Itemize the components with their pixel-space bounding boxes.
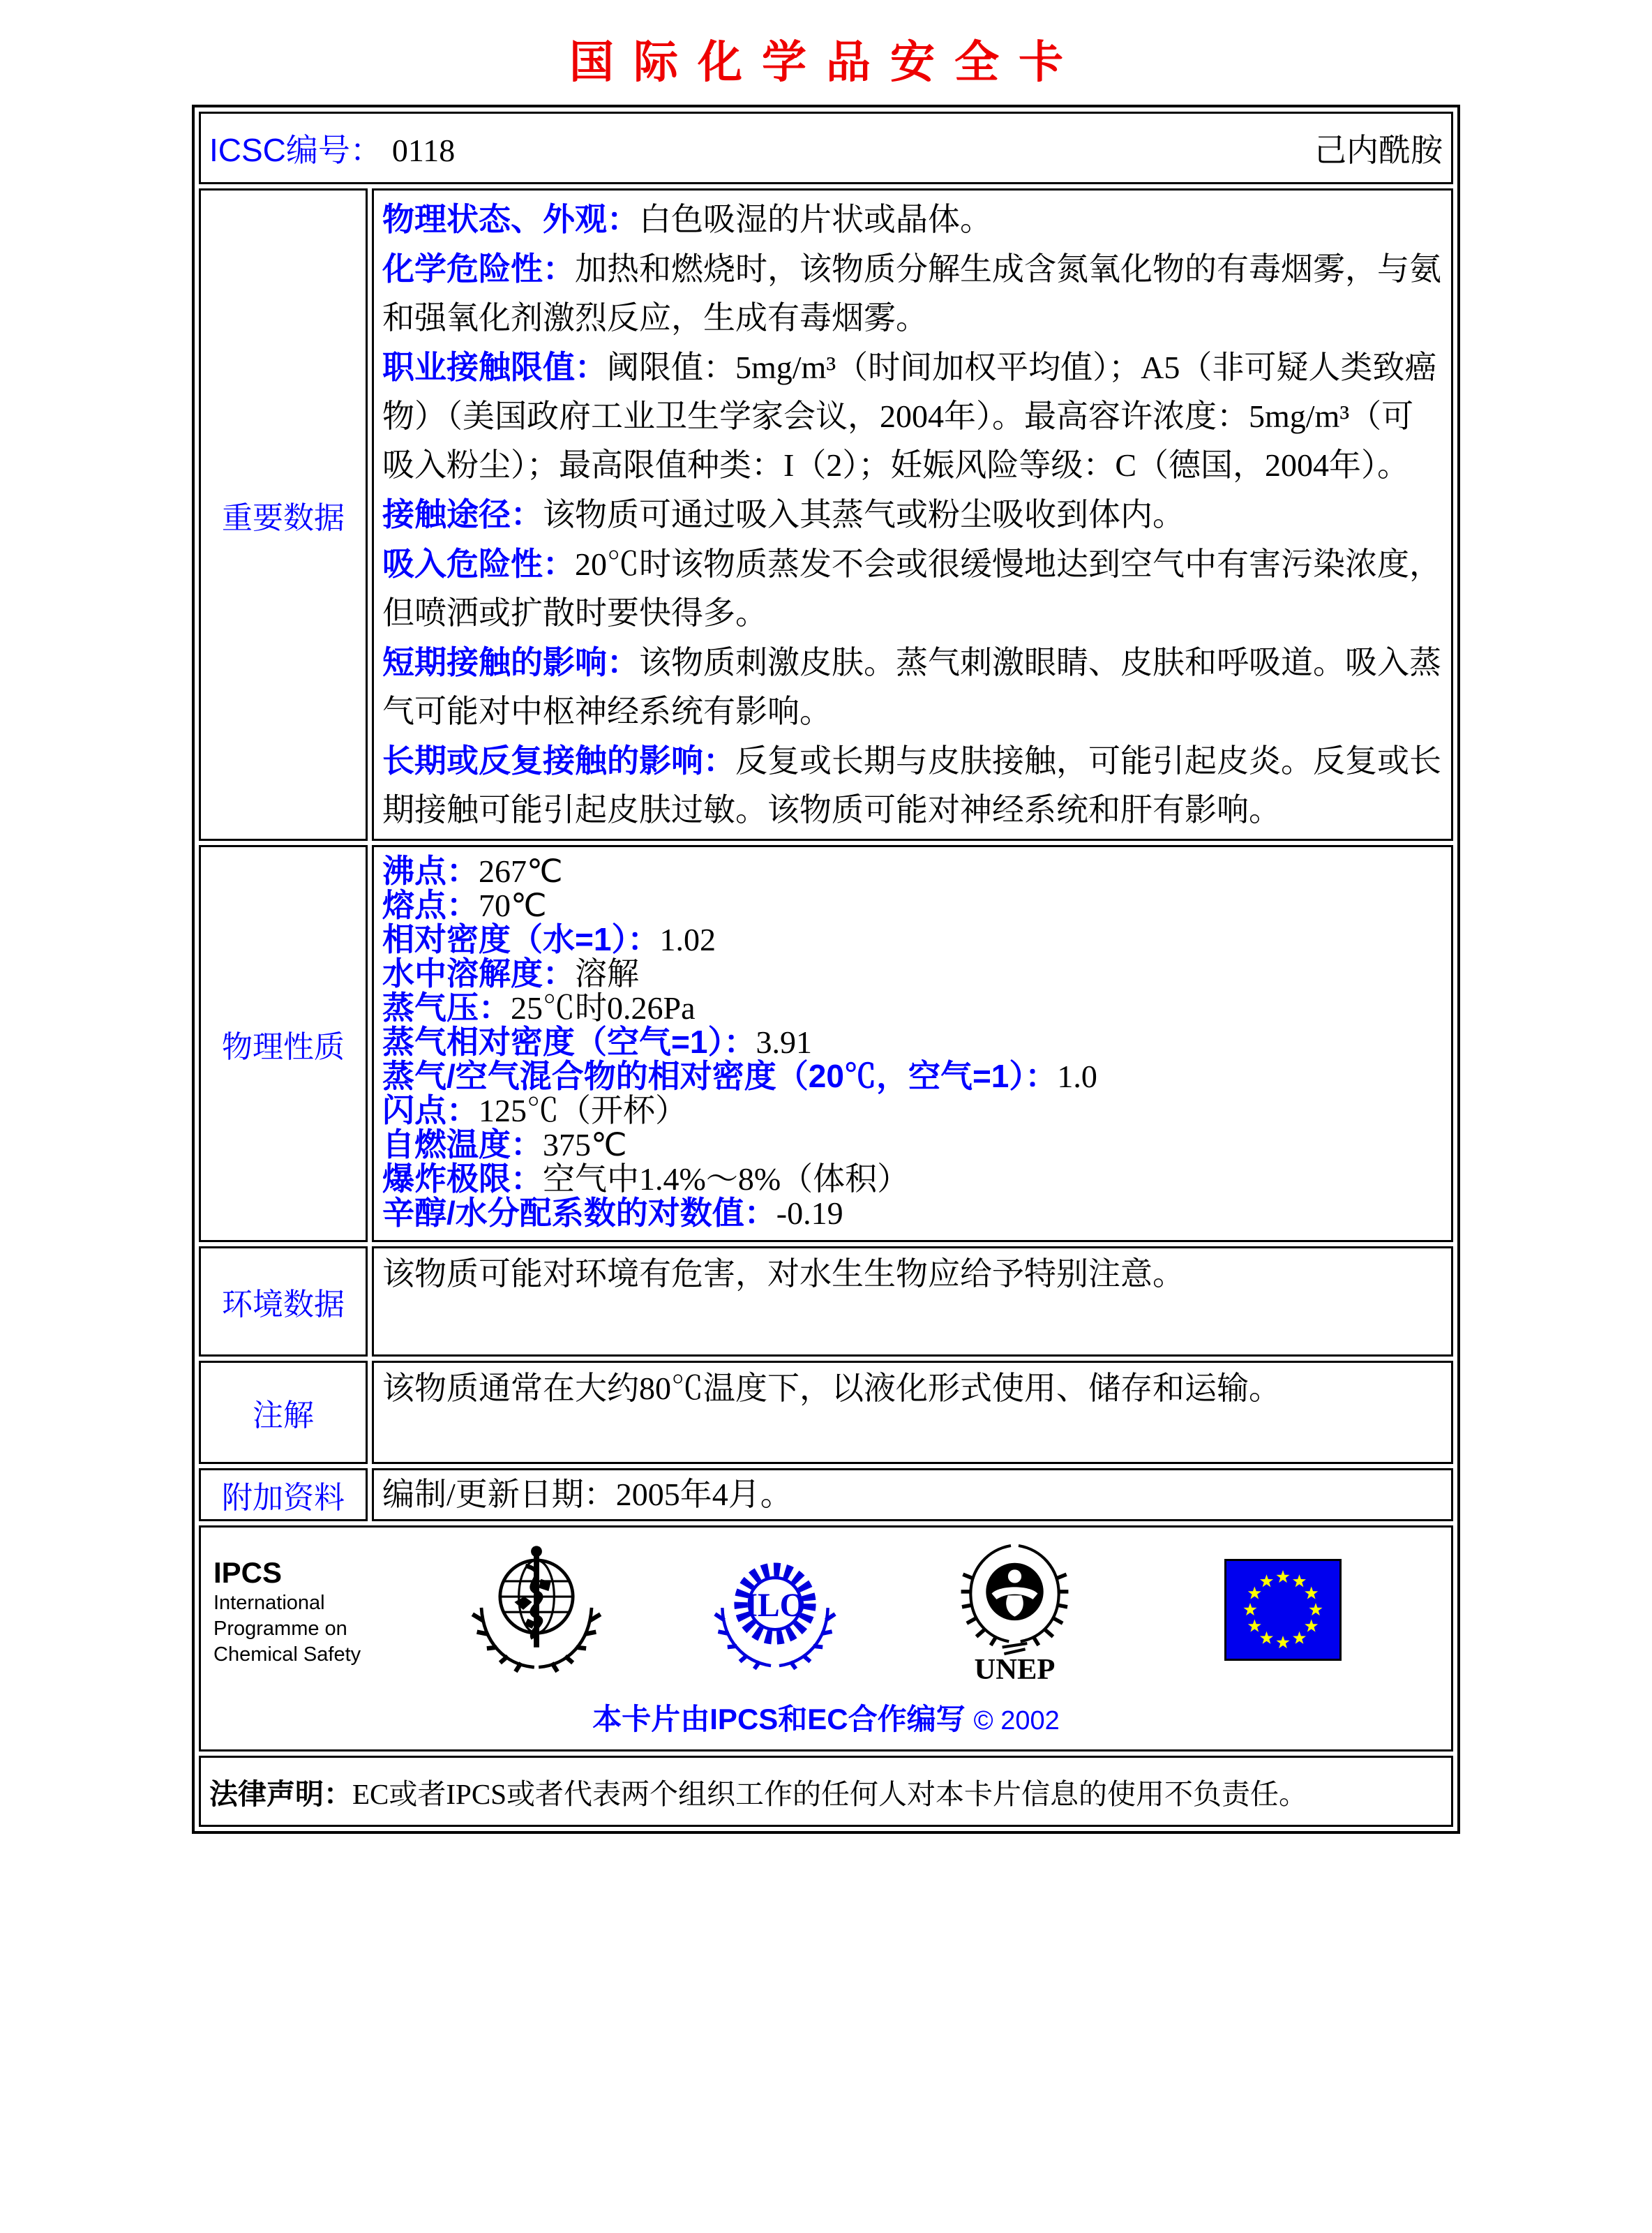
property-line (382, 1025, 1443, 1059)
property-line (382, 1196, 1443, 1230)
property-label: 蒸气压： (382, 989, 511, 1026)
line-label: 化学危险性： (382, 251, 575, 287)
property-value: -0.19 (776, 1195, 843, 1231)
ipcs-title: IPCS (213, 1555, 283, 1589)
property-line (382, 854, 1443, 888)
physical-properties-content (372, 845, 1453, 1242)
icsc-number-group (209, 125, 455, 171)
property-line (382, 888, 1443, 923)
line-label: 接触途径： (382, 496, 543, 532)
ipcs-subtitle-line: Programme on (213, 1617, 347, 1640)
property-value: 25℃时0.26Pa (511, 990, 696, 1026)
chemical-name: 己内酰胺 (1314, 133, 1443, 168)
line-label: 物理状态、外观： (382, 201, 639, 237)
legal-row (199, 1756, 1453, 1827)
property-value: 375℃ (543, 1127, 627, 1163)
unep-logo (957, 1538, 1072, 1685)
line-label: 职业接触限值： (382, 349, 607, 385)
property-label: 蒸气相对密度（空气=1）： (382, 1024, 756, 1060)
property-label: 闪点： (382, 1092, 479, 1128)
property-line (382, 1093, 1443, 1128)
property-line (382, 957, 1443, 991)
property-value: 3.91 (756, 1024, 812, 1060)
line-text: 20℃时该物质蒸发不会或很缓慢地达到空气中有害污染浓度，但喷洒或扩散时要快得多。 (382, 546, 1441, 631)
line-text: 该物质刺激皮肤。蒸气刺激眼睛、皮肤和呼吸道。吸入蒸气可能对中枢神经系统有影响。 (382, 645, 1441, 729)
logo-strip (208, 1537, 1444, 1685)
ilo-letters: ILO (744, 1587, 806, 1624)
caption-text: 本卡片由IPCS和EC合作编写 (592, 1703, 966, 1735)
data-line (382, 490, 1443, 539)
property-label: 熔点： (382, 887, 479, 923)
notes-content: 该物质通常在大约80℃温度下，以液化形式使用、储存和运输。 (372, 1361, 1453, 1464)
data-line (382, 244, 1443, 343)
section-label-physical-properties: 物理性质 (199, 845, 368, 1242)
cooperation-caption (208, 1696, 1444, 1738)
data-line (382, 539, 1443, 638)
header-row (199, 112, 1453, 184)
eu-flag (1224, 1559, 1342, 1664)
header-cell (199, 112, 1453, 184)
ilo-logo (713, 1548, 837, 1675)
physical-properties-row (199, 845, 1453, 1242)
data-line (382, 195, 1443, 244)
data-line (382, 638, 1443, 736)
property-value: 溶解 (575, 956, 639, 992)
property-line (382, 923, 1443, 957)
property-label: 沸点： (382, 853, 479, 889)
additional-info-row (199, 1468, 1453, 1521)
property-line (382, 1059, 1443, 1093)
property-value: 1.0 (1057, 1059, 1097, 1094)
property-label: 蒸气/空气混合物的相对密度（20℃，空气=1）： (382, 1058, 1058, 1094)
property-line (382, 1128, 1443, 1162)
additional-info-content: 编制/更新日期：2005年4月。 (372, 1468, 1453, 1521)
caption-year: © 2002 (973, 1706, 1060, 1735)
line-text: 加热和燃烧时，该物质分解生成含氮氧化物的有毒烟雾，与氨和强氧化剂激烈反应，生成有毒烟雾。 (382, 251, 1441, 336)
logos-row (199, 1525, 1453, 1752)
section-label-notes: 注解 (199, 1361, 368, 1464)
property-value: 70℃ (479, 888, 547, 923)
legal-notice-text: EC或者IPCS或者代表两个组织工作的任何人对本卡片信息的使用不负责任。 (352, 1777, 1307, 1810)
page-title: 国际化学品安全卡 (569, 38, 1083, 87)
line-label: 长期或反复接触的影响： (382, 742, 735, 779)
section-label-additional-info: 附加资料 (199, 1468, 368, 1521)
important-data-row (199, 188, 1453, 841)
environmental-data-row (199, 1246, 1453, 1357)
property-value: 1.02 (659, 922, 716, 957)
property-line (382, 1162, 1443, 1196)
property-label: 自燃温度： (382, 1126, 543, 1163)
ipcs-text-block (213, 1555, 381, 1668)
property-label: 水中溶解度： (382, 955, 575, 992)
logos-cell (199, 1525, 1453, 1752)
data-line (382, 343, 1443, 490)
property-value: 125℃（开杯） (479, 1093, 687, 1128)
ipcs-subtitle-line: International (213, 1591, 325, 1614)
line-text: 白色吸湿的片状或晶体。 (639, 202, 992, 237)
icsc-card-table (192, 105, 1460, 1834)
line-label: 吸入危险性： (382, 546, 575, 582)
icsc-number-label: ICSC编号： (209, 132, 382, 168)
property-label: 辛醇/水分配系数的对数值： (382, 1195, 776, 1231)
environmental-data-content: 该物质可能对环境有危害，对水生生物应给予特别注意。 (372, 1246, 1453, 1357)
property-label: 爆炸极限： (382, 1160, 543, 1197)
icsc-number-value: 0118 (391, 133, 456, 168)
data-line (382, 736, 1443, 835)
who-logo (470, 1541, 603, 1682)
property-value: 空气中1.4%～8%（体积） (543, 1161, 910, 1197)
section-label-important-data: 重要数据 (199, 188, 368, 841)
notes-row (199, 1361, 1453, 1464)
property-value: 267℃ (479, 853, 563, 889)
ipcs-subtitle-line: Chemical Safety (213, 1643, 361, 1666)
unep-letters: UNEP (974, 1652, 1056, 1682)
legal-notice-label: 法律声明： (209, 1777, 352, 1810)
line-text: 阈限值：5mg/m³（时间加权平均值）；A5（非可疑人类致癌物）（美国政府工业卫生学家会议，2004年）。最高容许浓度：5mg/m³（可吸入粉尘）；最高限值种类：I（2）；妊娠风险等级：C（德国，2004年）。 (382, 350, 1437, 483)
section-label-environmental-data: 环境数据 (199, 1246, 368, 1357)
important-data-content (372, 188, 1453, 841)
line-text: 反复或长期与皮肤接触，可能引起皮炎。反复或长期接触可能引起皮肤过敏。该物质可能对神经系统和肝有影响。 (382, 743, 1441, 828)
line-text: 该物质可通过吸入其蒸气或粉尘吸收到体内。 (543, 497, 1185, 532)
legal-notice-cell (199, 1756, 1453, 1827)
property-label: 相对密度（水=1）： (382, 921, 660, 957)
property-line (382, 991, 1443, 1025)
line-label: 短期接触的影响： (382, 644, 639, 680)
